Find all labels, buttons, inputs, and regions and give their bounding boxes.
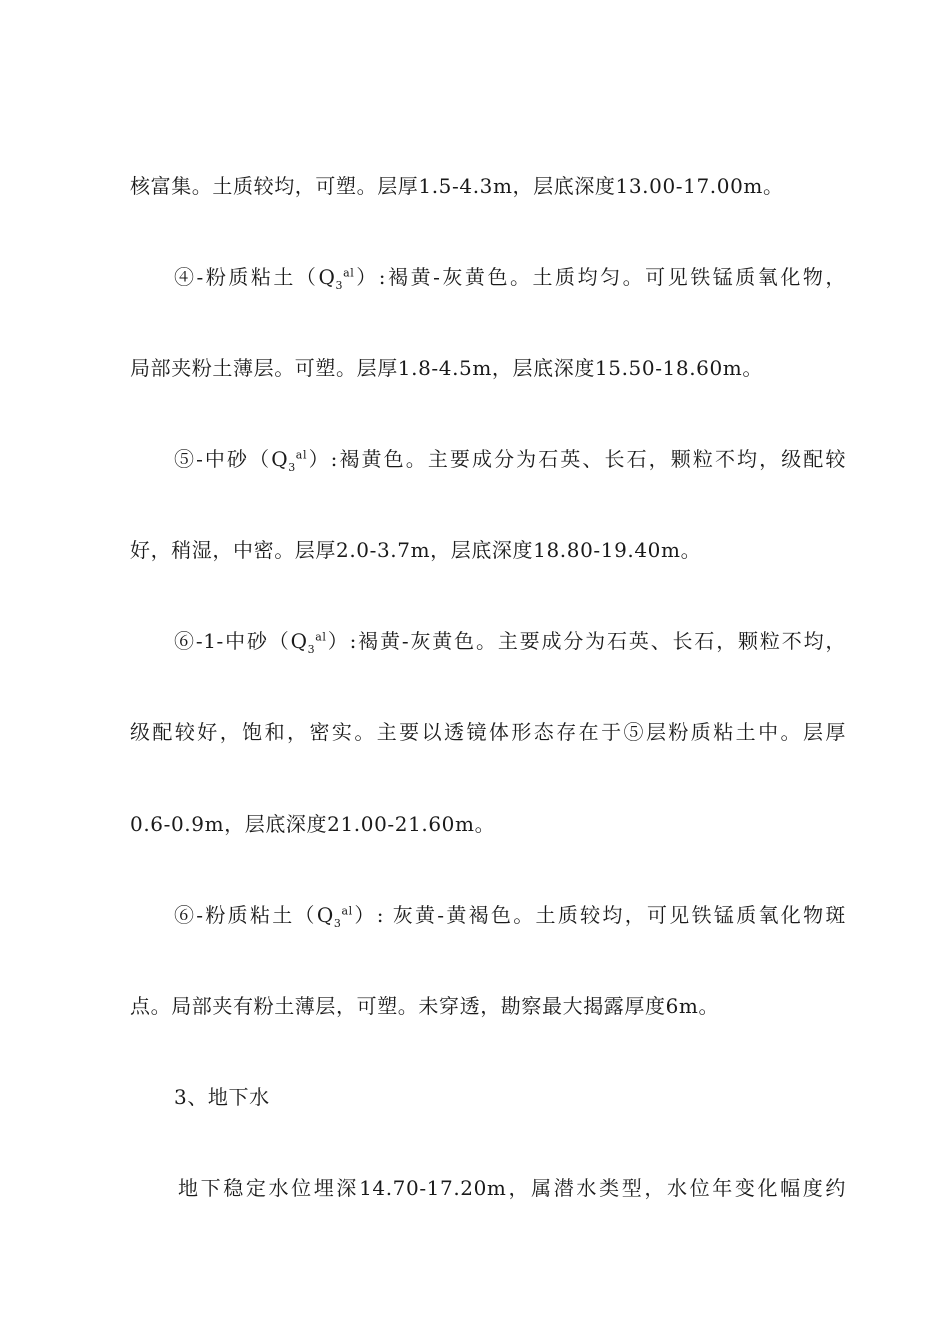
text-line: 核富集。土质较均，可塑。层厚1.5-4.3m，层底深度13.00-17.00m。 (130, 174, 784, 198)
paragraph-layer-6-line-1: ⑥-粉质粘土$(Q_3^{al})$: 灰黄-黄褐色。土质较均，可见铁锰质氧化物斑 (174, 903, 846, 929)
text-line: 0.6-0.9m，层底深度21.00-21.60m。 (130, 812, 496, 836)
paragraph-groundwater-line-1: 地下稳定水位埋深14.70-17.20m，属潜水类型，水位年变化幅度约 (178, 1176, 846, 1200)
paragraph-layer-6-1-line-1: ⑥-1-中砂$(Q_3^{al})$:褐黄-灰黄色。主要成分为石英、长石，颗粒不均， (174, 629, 846, 655)
paragraph-layer-4-line-1: ④-粉质粘土$(Q_3^{al})$:褐黄-灰黄色。土质均匀。可见铁锰质氧化物， (174, 265, 846, 291)
text-line: 局部夹粉土薄层。可塑。层厚1.8-4.5m，层底深度15.50-18.60m。 (130, 356, 763, 380)
section-heading-groundwater: 3、地下水 (174, 1085, 270, 1109)
text-line: 级配较好，饱和，密实。主要以透镜体形态存在于⑤层粉质粘土中。层厚 (130, 720, 846, 744)
text-line: 好，稍湿，中密。层厚2.0-3.7m，层底深度18.80-19.40m。 (130, 538, 702, 562)
paragraph-layer-5-line-1: ⑤-中砂$(Q_3^{al})$:褐黄色。主要成分为石英、长石，颗粒不均，级配较 (174, 447, 846, 473)
text-line: 点。局部夹有粉土薄层，可塑。未穿透，勘察最大揭露厚度6m。 (130, 994, 720, 1018)
